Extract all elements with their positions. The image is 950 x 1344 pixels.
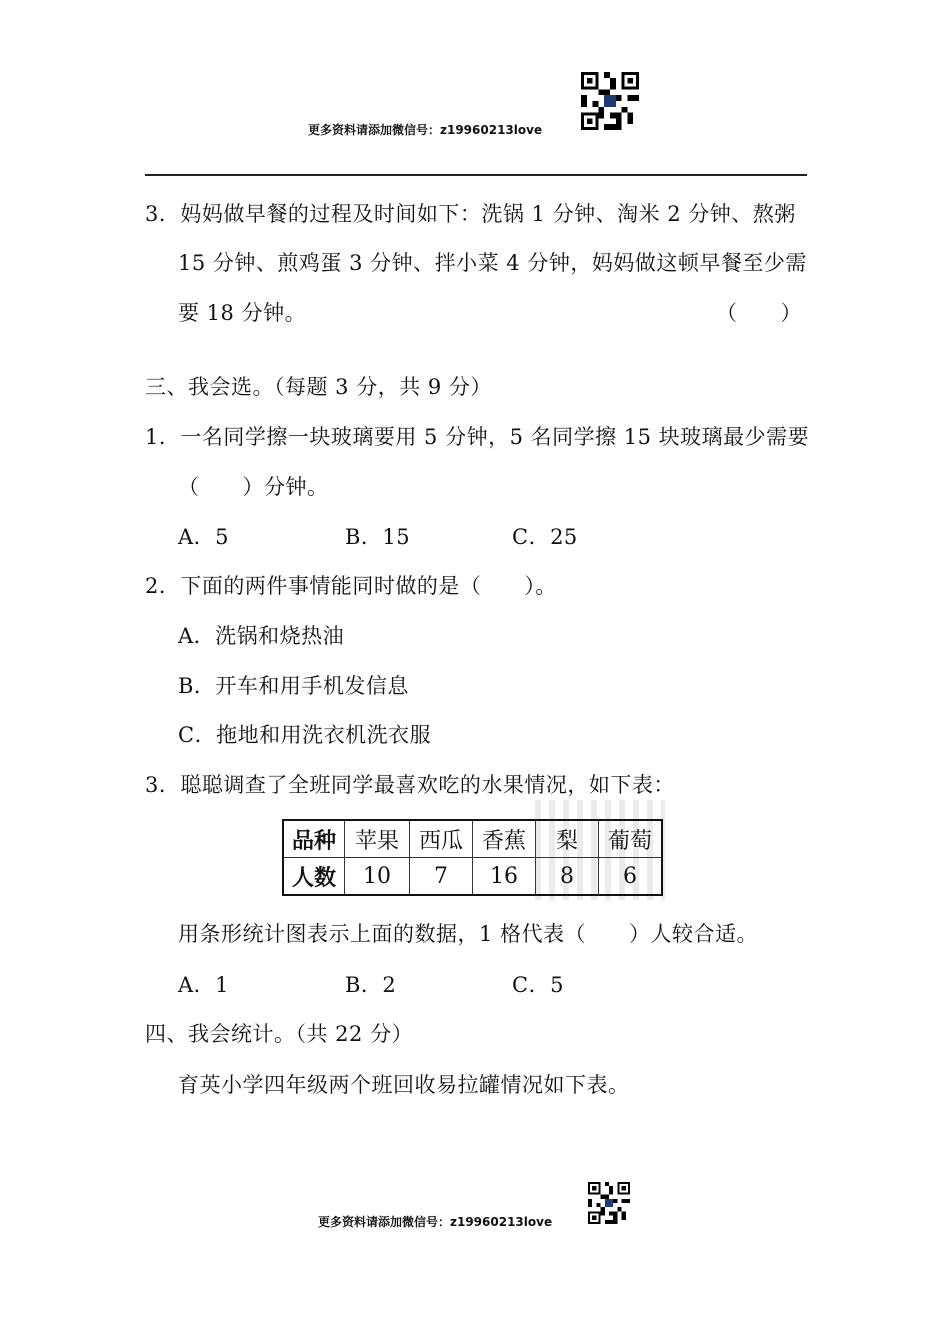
table-row — [283, 858, 662, 896]
option-c: C．25 — [512, 525, 578, 549]
option-a: A．5 — [178, 525, 230, 549]
header-divider — [145, 174, 807, 176]
table-header-cell: 品种 — [283, 820, 345, 858]
question-text: （ ）分钟。 — [178, 475, 329, 499]
qr-code-icon — [588, 1182, 630, 1224]
table-cell: 6 — [599, 858, 663, 896]
option-a: A．1 — [178, 973, 230, 997]
question-text: 要 18 分钟。 — [178, 301, 307, 325]
table-cell: 7 — [410, 858, 473, 896]
section-intro: 育英小学四年级两个班回收易拉罐情况如下表。 — [178, 1073, 630, 1097]
question-text: 15 分钟、煎鸡蛋 3 分钟、拌小菜 4 分钟，妈妈做这顿早餐至少需 — [178, 251, 807, 275]
table-header-cell: 人数 — [283, 858, 345, 896]
qr-code-icon — [580, 72, 640, 130]
footer-contact-text: 更多资料请添加微信号：z19960213love — [318, 1215, 553, 1229]
table-row — [283, 820, 662, 858]
table-cell: 香蕉 — [473, 820, 536, 858]
option-b: B．2 — [345, 973, 397, 997]
section-title: 四、我会统计。（共 22 分） — [145, 1022, 414, 1046]
table-cell: 梨 — [536, 820, 599, 858]
question-text: 用条形统计图表示上面的数据，1 格代表（ ）人较合适。 — [178, 922, 759, 946]
option-b: B．开车和用手机发信息 — [178, 674, 409, 698]
table-cell: 葡萄 — [599, 820, 663, 858]
table-cell: 苹果 — [345, 820, 410, 858]
table-cell: 10 — [345, 858, 410, 896]
question-text: 3．聪聪调查了全班同学最喜欢吃的水果情况，如下表： — [145, 773, 675, 797]
table-cell: 16 — [473, 858, 536, 896]
option-b: B．15 — [345, 525, 411, 549]
option-c: C．拖地和用洗衣机洗衣服 — [178, 723, 432, 747]
option-c: C．5 — [512, 973, 564, 997]
question-text: 2．下面的两件事情能同时做的是（ ）。 — [145, 574, 557, 598]
question-text: 1．一名同学擦一块玻璃要用 5 分钟，5 名同学擦 15 块玻璃最少需要 — [145, 425, 810, 449]
fruit-table — [282, 819, 663, 896]
option-a: A．洗锅和烧热油 — [178, 624, 345, 648]
section-title: 三、我会选。（每题 3 分，共 9 分） — [145, 375, 492, 399]
table-cell: 西瓜 — [410, 820, 473, 858]
question-text: 3．妈妈做早餐的过程及时间如下：洗锅 1 分钟、淘米 2 分钟、熬粥 — [145, 202, 796, 226]
answer-paren: （ ） — [716, 301, 802, 325]
table-cell: 8 — [536, 858, 599, 896]
header-contact-text: 更多资料请添加微信号：z19960213love — [308, 123, 543, 137]
